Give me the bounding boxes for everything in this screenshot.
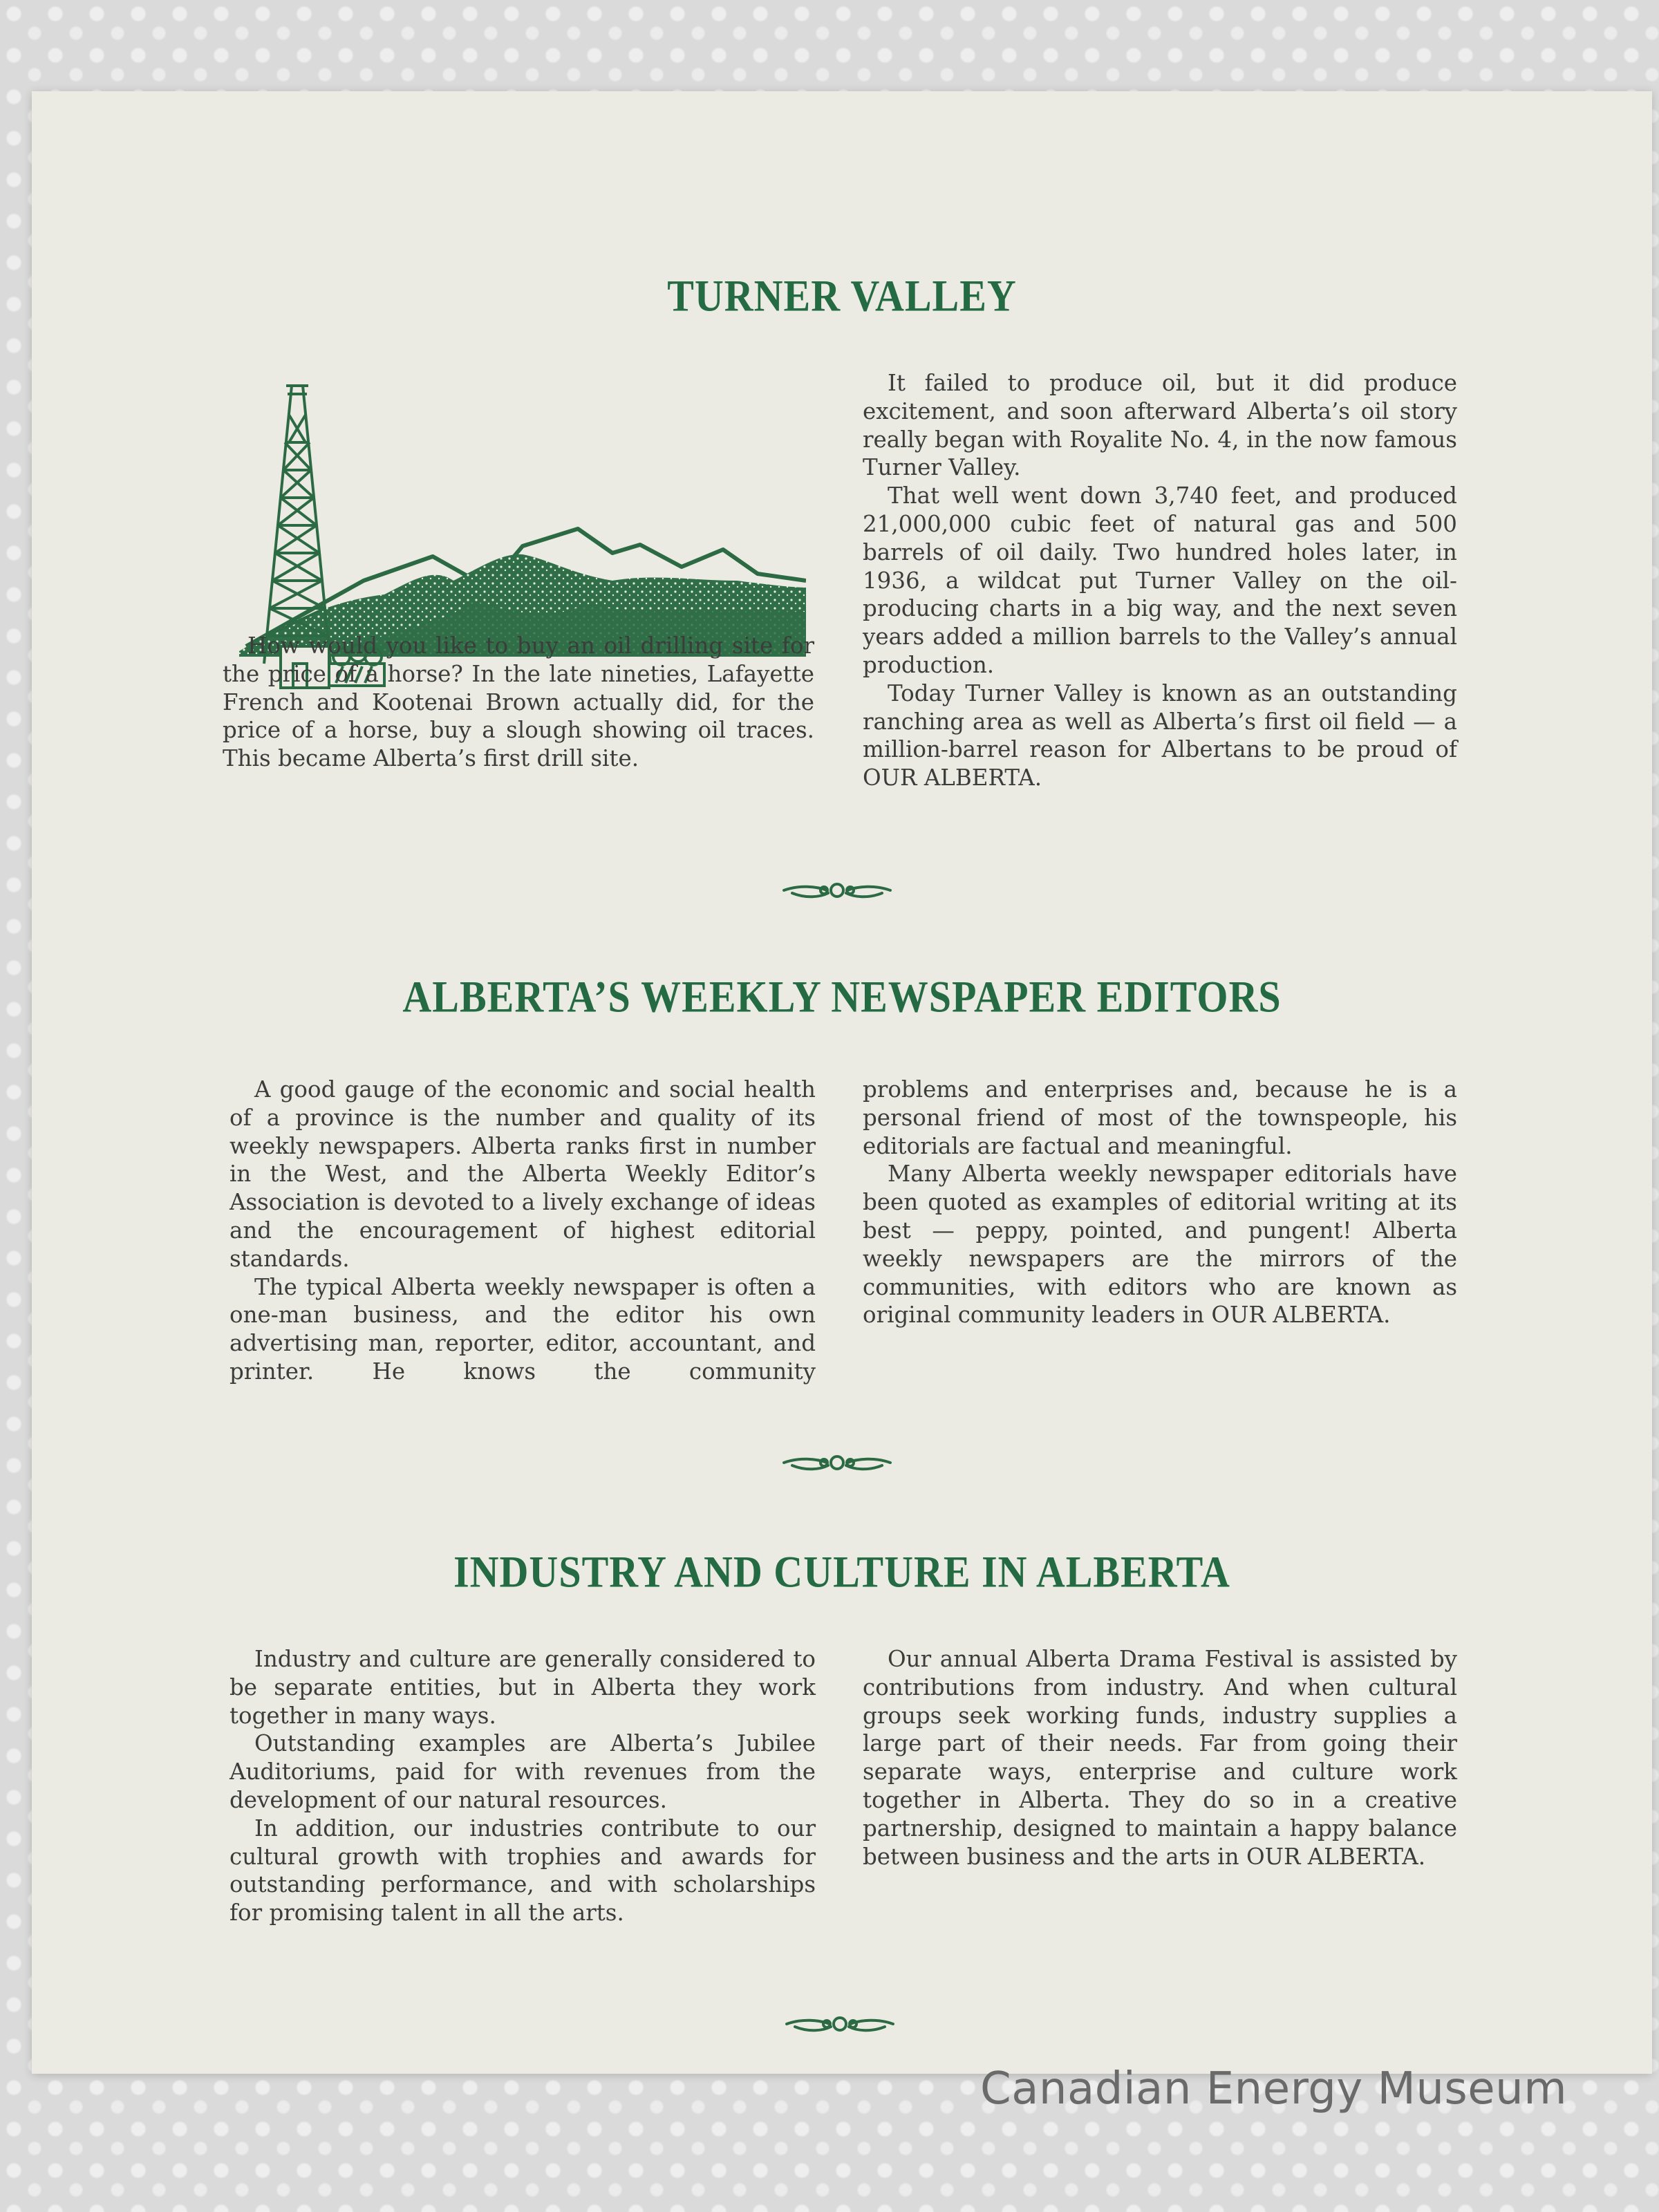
paragraph: In addition, our industries contribute to our cultural growth with trophies and awards for outstanding performance, and with scholarships for promising talent in all the arts. — [229, 1815, 816, 1927]
section-title-newspaper-editors: ALBERTA’S WEEKLY NEWSPAPER EDITORS — [402, 971, 1282, 1022]
industry-left-column — [229, 1645, 816, 1927]
paragraph: Industry and culture are generally considered to be separate entities, but in Alberta they work together in many ways. — [229, 1646, 816, 1729]
paragraph: problems and enterprises and, because he is a personal friend of most of the townspeople, his editorials are factual and meaningful. — [863, 1076, 1457, 1159]
scroll-ornament-icon — [778, 878, 896, 903]
paragraph: It failed to produce oil, but it did produce excitement, and soon afterward Alberta’s oil story really began with Royalite No. 4, in the now famous Turner Valley. — [863, 370, 1457, 481]
section-title-industry-culture: INDUSTRY AND CULTURE IN ALBERTA — [453, 1546, 1230, 1597]
paragraph: That well went down 3,740 feet, and produced 21,000,000 cubic feet of natural gas and 500 barrels of oil daily. Two hundred holes later, in 1936, a wildcat put Turner Valley on the oil-producing charts in a big way, and the next seven years added a million barrels to the Valley’s annual production. — [863, 482, 1457, 678]
paragraph: Outstanding examples are Alberta’s Jubilee Auditoriums, paid for with revenues from the development of our natural resources. — [229, 1730, 816, 1813]
document-page — [32, 91, 1652, 2074]
scroll-ornament-icon — [781, 2012, 899, 2036]
paragraph: How would you like to buy an oil drilling site for the price of a horse? In the late nineties, Lafayette French and Kootenai Brown actually did, for the price of a horse, buy a slough showing oil traces. This became Alberta’s first drill site. — [223, 632, 814, 772]
paragraph: A good gauge of the economic and social health of a province is the number and quality of its weekly newspapers. Alberta ranks first in number in the West, and the Alberta Weekly Editor’s Association is devoted to a lively exchange of ideas and the encouragement of highest editorial standards. — [229, 1076, 816, 1272]
paragraph: Today Turner Valley is known as an outstanding ranching area as well as Alberta’s first oil field — a million-barrel reason for Albertans to be proud of OUR ALBERTA. — [863, 679, 1457, 791]
scroll-ornament-icon — [778, 1450, 896, 1475]
industry-right-column — [863, 1645, 1457, 1871]
turner-valley-left-column — [223, 632, 814, 773]
paragraph: The typical Alberta weekly newspaper is often a one-man business, and the editor his own advertising man, reporter, editor, accountant, and printer. He knows the community — [229, 1273, 816, 1385]
paragraph: Many Alberta weekly newspaper editorials have been quoted as examples of editorial writing at its best — peppy, pointed, and pungent! Alberta weekly newspapers are the mirrors of the communities, with editors who are known as original community leaders in OUR ALBERTA. — [863, 1161, 1457, 1329]
section-title-turner-valley: TURNER VALLEY — [667, 270, 1017, 321]
museum-watermark: Canadian Energy Museum — [980, 2063, 1568, 2115]
turner-valley-right-column — [863, 369, 1457, 792]
editors-left-column — [229, 1076, 816, 1386]
editors-right-column — [863, 1076, 1457, 1329]
paragraph: Our annual Alberta Drama Festival is assisted by contributions from industry. And when cultural groups seek working funds, industry supplies a large part of their needs. Far from going their separate ways, enterprise and culture work together in Alberta. They do so in a creative partnership, designed to maintain a happy balance between business and the arts in OUR ALBERTA. — [863, 1646, 1457, 1870]
